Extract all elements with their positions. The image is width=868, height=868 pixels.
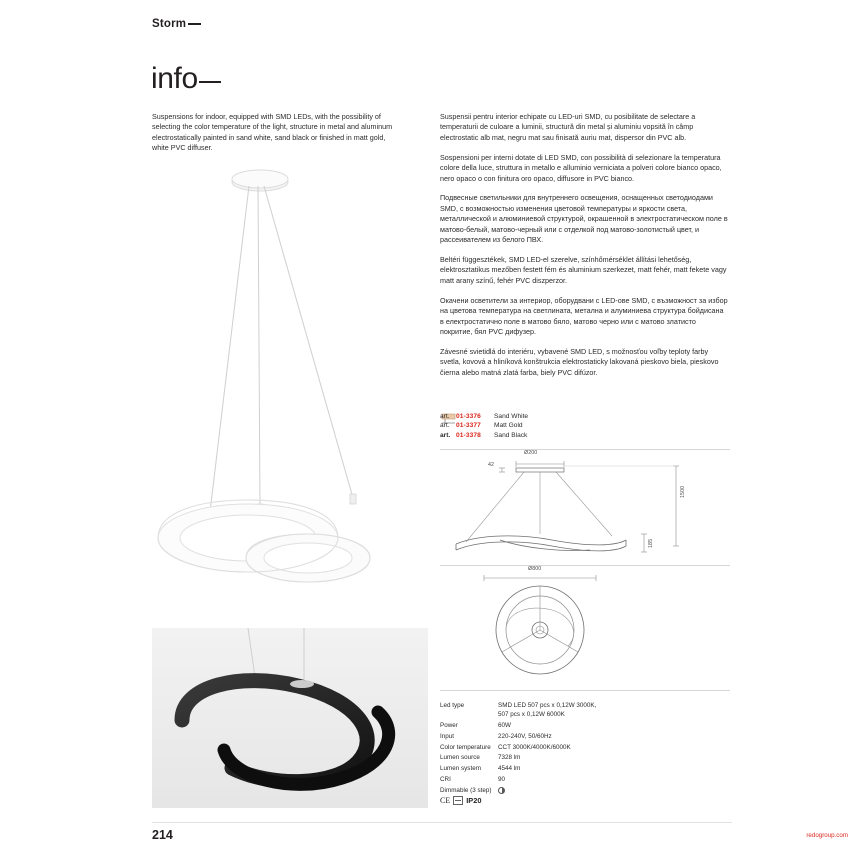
table-row [440, 764, 730, 775]
table-row [440, 742, 730, 753]
spec-value: 90 [498, 775, 506, 783]
certification-marks [440, 796, 481, 805]
intro-paragraph-ru: Подвесные светильники для внутреннего освещения, оснащенных светодиодами SMD, с возможностью изменения цветовой температуры и яркости света, металлической и алюминиевой структурой, окрашенной в электростатическом поле в матово-белый, матово-черный или с отделкой под матово-золотистый цвет, и рассеивателем из белого ПВХ. [440, 193, 728, 245]
dimension-diameter-plan: Ø800 [528, 566, 542, 572]
page-title [151, 62, 221, 96]
table-row [440, 774, 730, 785]
article-code[interactable]: 01-3378 [456, 431, 481, 439]
dimension-canopy-height: 42 [488, 462, 495, 468]
intro-paragraph-it: Sospensioni per interni dotate di LED SMD, con possibilità di selezionare la temperatura colore della luce, struttura in metallo e alluminio verniciata a polveri colore bianco opaco, nero opaco o con finitura oro opaco, diffusore in PVC bianco. [440, 152, 722, 183]
dimmable-icon [498, 787, 505, 794]
table-row [440, 785, 730, 797]
technical-drawing-plan [440, 566, 730, 681]
article-label: art. [440, 431, 451, 439]
specification-table [440, 700, 730, 797]
technical-drawing-plan-svg [440, 566, 730, 681]
spec-key: CRI [440, 775, 451, 783]
footer-divider [152, 822, 732, 823]
product-photo-svg [152, 628, 428, 808]
spec-key: Color temperature [440, 743, 491, 751]
page-number: 214 [152, 828, 173, 842]
technical-drawing-elevation [440, 450, 730, 565]
table-row [440, 700, 730, 720]
intro-paragraph-ro: Suspensii pentru interior echipate cu LED-uri SMD, cu posibilitate de selectare a temperaturii de culoare a luminii, structură din metal și aluminiu vopsită în câmp electrostatic alb mat, negru mat sau finisată auriu mat, dispersor din PVC alb. [440, 112, 696, 142]
dimension-total-height: 1500 [680, 485, 686, 498]
spec-key: Led type [440, 701, 465, 709]
article-list [440, 412, 730, 440]
brand-logo [152, 18, 201, 30]
table-row [440, 720, 730, 731]
article-row[interactable] [440, 421, 730, 430]
intro-paragraph-hu: Beltéri függesztékek, SMD LED-el szerelve, színhőmérséklet állítási lehetőség, elektrosztatikus mezőben festett fém és aluminium szerkezet, matt fehér, matt fekete vagy matt arany színű, fehér PVC diszperzor. [440, 254, 727, 285]
spec-value-line2: 507 pcs x 0,12W 6000K [498, 711, 565, 719]
brand-underscore-icon [188, 23, 201, 25]
title-underscore-icon [199, 81, 221, 83]
intro-english-text: Suspensions for indoor, equipped with SMD LEDs, with the possibility of selecting the color temperature of the light, structure in metal and aluminum electrostatically painted in sand white, sand black or finished in matt gold, white PVC diffuser. [152, 112, 393, 153]
spec-value [498, 785, 730, 797]
divider-above-spec [440, 690, 730, 691]
spec-key: Power [440, 721, 458, 729]
ce-mark-icon: CE [440, 796, 451, 805]
intro-paragraph-sk: Závesné svietidlá do interiéru, vybavené SMD LED, s možnosťou voľby teploty farby svetla, kovová a hliníková konštrukcia elektrostaticky lakovaná pieskovo biela, pieskovo čierna alebo matná zlatá farba, biely PVC difúzor. [440, 346, 719, 377]
intro-paragraph-bg: Окачени осветители за интериор, оборудвани с LED-ове SMD, с възможност за избор на цветова температура на светлината, метална и алуминиева структура бойдисана в електростатично поле в матово бяло, матово черно или с матово златисто покритие, бял PVC дифузер. [440, 295, 728, 336]
article-finish: Sand White [494, 413, 529, 420]
spec-key: Input [440, 732, 455, 740]
ip-rating-label: IP20 [466, 796, 482, 805]
article-code[interactable]: 01-3376 [456, 413, 481, 420]
table-row [440, 731, 730, 742]
article-code[interactable]: 01-3377 [456, 422, 481, 430]
page-title-label: info [151, 62, 198, 95]
spec-value: 7328 lm [498, 754, 521, 762]
spec-value: CCT 3000K/4000K/6000K [498, 743, 571, 751]
spec-value: 60W [498, 721, 511, 729]
spec-value: 220-240V, 50/60Hz [498, 732, 552, 740]
eac-mark-icon [453, 796, 463, 805]
spec-table [440, 700, 730, 797]
spec-value [498, 700, 730, 720]
technical-drawing-elevation-svg [440, 450, 730, 565]
article-label: art. [440, 422, 450, 430]
spec-key: Lumen source [440, 754, 480, 762]
product-photo [152, 628, 428, 808]
article-label: art. [440, 413, 450, 420]
footer-url[interactable]: redogroup.com [806, 832, 848, 839]
article-row[interactable] [440, 431, 730, 440]
article-finish: Matt Gold [494, 422, 523, 430]
table-row [440, 753, 730, 764]
spec-value: 4544 lm [498, 765, 521, 773]
article-finish: Sand Black [494, 431, 528, 439]
brand-label: Storm [152, 18, 187, 30]
product-line-drawing [148, 160, 410, 590]
intro-english [152, 112, 404, 154]
product-line-drawing-svg [148, 160, 410, 590]
dimension-body-height: 185 [648, 538, 654, 548]
article-row[interactable] [440, 412, 730, 421]
spec-key: Dimmable (3 step) [440, 786, 492, 794]
dimension-diameter-top: Ø200 [524, 450, 538, 456]
spec-value-line1: SMD LED 507 pcs x 0,12W 3000K, [498, 701, 597, 709]
intro-translations [440, 112, 728, 388]
spec-key: Lumen system [440, 765, 481, 773]
